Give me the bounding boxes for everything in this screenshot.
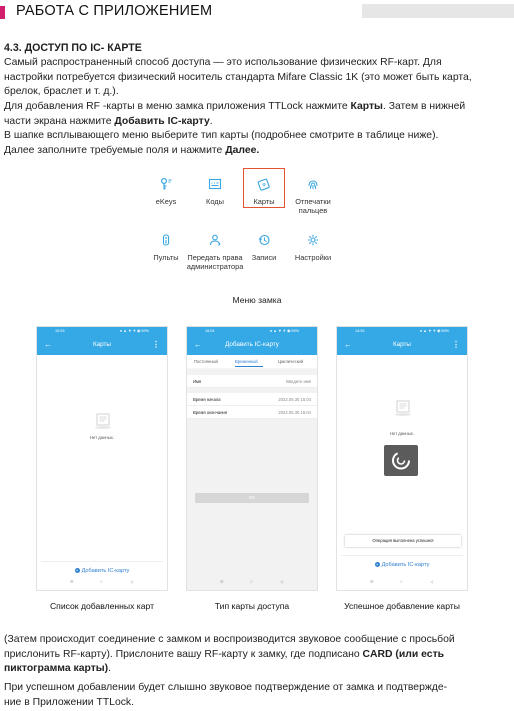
add-ic-card-button[interactable] [41, 561, 163, 580]
menu-nav-icon[interactable]: ☰ [220, 579, 224, 584]
status-time: 15:03 [55, 329, 65, 333]
system-nav-bar [337, 579, 467, 585]
menu-label-records: Записи [251, 253, 277, 262]
intro-line-2: настройки потребуется физический носитель стандарта Mifare Classic 1K (это может быть карта, [4, 71, 472, 83]
screen-body [187, 369, 317, 590]
empty-text: Нет данных. [390, 431, 414, 436]
intro-line-1: Самый распространенный способ доступа — это использование физических RF-карт. Для [4, 57, 442, 68]
menu-label-fingerprints: Отпечатки пальцев [295, 197, 331, 215]
menu-nav-icon[interactable]: ☰ [370, 579, 374, 584]
back-nav-icon[interactable]: ◁ [280, 579, 284, 584]
add-ic-card-label: Добавить IC-карту [81, 568, 130, 574]
records-icon [257, 233, 271, 247]
name-input-placeholder[interactable]: Введите имя [286, 379, 311, 384]
connect-card-bold: CARD (или есть [362, 648, 445, 660]
end-time-label: Время окончания [193, 410, 228, 415]
caption-card-type: Тип карты доступа [214, 601, 290, 611]
home-nav-icon[interactable]: □ [250, 579, 253, 584]
ekey-icon [159, 177, 173, 191]
system-nav-bar [37, 579, 167, 585]
tab-permanent[interactable]: Постоянный [194, 359, 218, 364]
menu-label-codes: Коды [206, 197, 224, 206]
keypad-icon [208, 177, 222, 191]
instr-line-3: В шапке всплывающего меню выберите тип карты (подробнее смотрите в таблице ниже). [4, 130, 439, 142]
loading-dialog [384, 445, 418, 476]
confirm-paragraph [4, 681, 510, 710]
tab-cyclic[interactable]: Циклический [278, 359, 304, 364]
instr-line-2c: . [209, 115, 213, 127]
home-nav-icon[interactable]: □ [400, 579, 403, 584]
back-nav-icon[interactable]: ◁ [130, 579, 134, 584]
start-time-label: Время начала [193, 397, 221, 402]
page-header-title: РАБОТА С ПРИЛОЖЕНИЕМ [16, 3, 213, 19]
more-vert-icon[interactable]: ⋮ [452, 340, 460, 349]
home-nav-icon[interactable]: □ [100, 579, 103, 584]
connect-line-3c: . [108, 663, 112, 675]
instr-line-1a: Для добавления RF -карты в меню замка приложения TTLock нажмите [4, 101, 351, 112]
instruction-paragraph [4, 100, 510, 158]
card-icon [257, 177, 271, 191]
end-time-row[interactable] [187, 406, 317, 419]
fingerprint-icon [306, 177, 320, 191]
start-time-row[interactable] [187, 393, 317, 406]
header-accent-bar [0, 6, 5, 19]
instr-cards-bold: Карты [350, 101, 383, 112]
caption-card-added: Успешное добавление карты [344, 601, 460, 611]
empty-list-icon [93, 413, 113, 430]
intro-line-3: брелок, браслет и т. д.). [4, 86, 119, 98]
add-plus-icon: + [375, 562, 379, 568]
spinner-icon [384, 445, 418, 476]
caption-card-list: Список добавленных карт [49, 601, 155, 611]
menu-label-settings: Настройки [294, 253, 332, 262]
card-type-tabs [187, 355, 317, 368]
app-bar-title: Карты [93, 341, 111, 348]
name-label: Имя [193, 379, 202, 384]
intro-paragraph [4, 56, 510, 100]
tab-temporary[interactable]: Временный [235, 359, 258, 364]
app-bar-title: Карты [393, 341, 411, 348]
phone-add-card [186, 326, 318, 591]
remote-icon [159, 233, 173, 247]
status-bar [337, 327, 467, 335]
phone-card-list [36, 326, 168, 591]
transfer-admin-icon [208, 233, 222, 247]
settings-icon [306, 233, 320, 247]
app-bar [187, 335, 317, 355]
header-grey-band [362, 4, 514, 18]
phone-card-added [336, 326, 468, 591]
success-toast: Операция выполнена успешно! [345, 535, 461, 547]
app-bar [337, 335, 467, 355]
back-arrow-icon[interactable]: ← [44, 340, 52, 349]
status-time: 14:33 [355, 329, 365, 333]
name-field-row[interactable] [187, 375, 317, 388]
app-bar [37, 335, 167, 355]
instr-next-bold: Далее. [225, 144, 260, 156]
screen-body [337, 355, 467, 590]
empty-text: Нет данных. [90, 435, 114, 440]
empty-list-icon [393, 400, 413, 417]
confirm-line-1: При успешном добавлении будет слышно звуковое подтверждение от замка и подтвержде- [4, 682, 448, 693]
ok-button[interactable]: OK [195, 493, 309, 503]
menu-label-ekeys: eKeys [155, 197, 177, 206]
instr-line-4a: Далее заполните требуемые поля и нажмите [4, 144, 226, 156]
start-time-value[interactable]: 2022.05.30 15:04 [278, 397, 311, 402]
active-tab-indicator [235, 366, 263, 367]
connect-paragraph [4, 633, 510, 677]
menu-label-remotes: Пульты [153, 253, 179, 262]
back-arrow-icon[interactable]: ← [194, 340, 202, 349]
instr-line-1c: . Затем в нижней [382, 101, 466, 112]
add-ic-card-button[interactable] [341, 555, 463, 574]
instr-line-2a: части экрана нажмите [4, 115, 115, 127]
menu-label-cards: Карты [253, 197, 275, 206]
menu-item-fingerprints[interactable] [281, 177, 345, 215]
add-plus-icon: + [75, 568, 79, 574]
status-indicators: ● ▲ ▼ ✈ ◉ 59% [269, 329, 299, 333]
menu-label-transfer-admin: Передать права администратора [186, 253, 244, 271]
menu-caption: Меню замка [232, 295, 282, 305]
system-nav-bar [187, 579, 317, 585]
app-bar-title: Добавить IC-карту [225, 341, 279, 348]
status-bar [37, 327, 167, 335]
back-arrow-icon[interactable]: ← [344, 340, 352, 349]
menu-nav-icon[interactable]: ☰ [70, 579, 74, 584]
connect-line-2a: прислонить RF-карту). Прислоните вашу RF-карту к замку, где подписано [4, 648, 363, 660]
status-indicators: ● ▲ ▼ ✈ ◉ 59% [419, 329, 449, 333]
status-time: 15:04 [205, 329, 215, 333]
confirm-line-2: ние в Приложении TTLock. [4, 696, 134, 708]
connect-pictogram-bold: пиктограмма карты) [4, 663, 109, 675]
more-vert-icon[interactable]: ⋮ [152, 340, 160, 349]
section-title: 4.3. ДОСТУП ПО IC- КАРТЕ [4, 42, 142, 54]
connect-line-1: (Затем происходит соединение с замком и воспроизводится звуковое сообщение с просьбой [4, 634, 455, 645]
screen-body [37, 355, 167, 590]
menu-item-settings[interactable] [281, 233, 345, 262]
back-nav-icon[interactable]: ◁ [430, 579, 434, 584]
add-ic-card-label: Добавить IC-карту [381, 562, 430, 568]
instr-add-card-bold: Добавить IC-карту [114, 115, 210, 127]
status-indicators: ● ▲ ▼ ✈ ◉ 59% [119, 329, 149, 333]
end-time-value[interactable]: 2022.05.30 15:04 [278, 410, 311, 415]
status-bar [187, 327, 317, 335]
